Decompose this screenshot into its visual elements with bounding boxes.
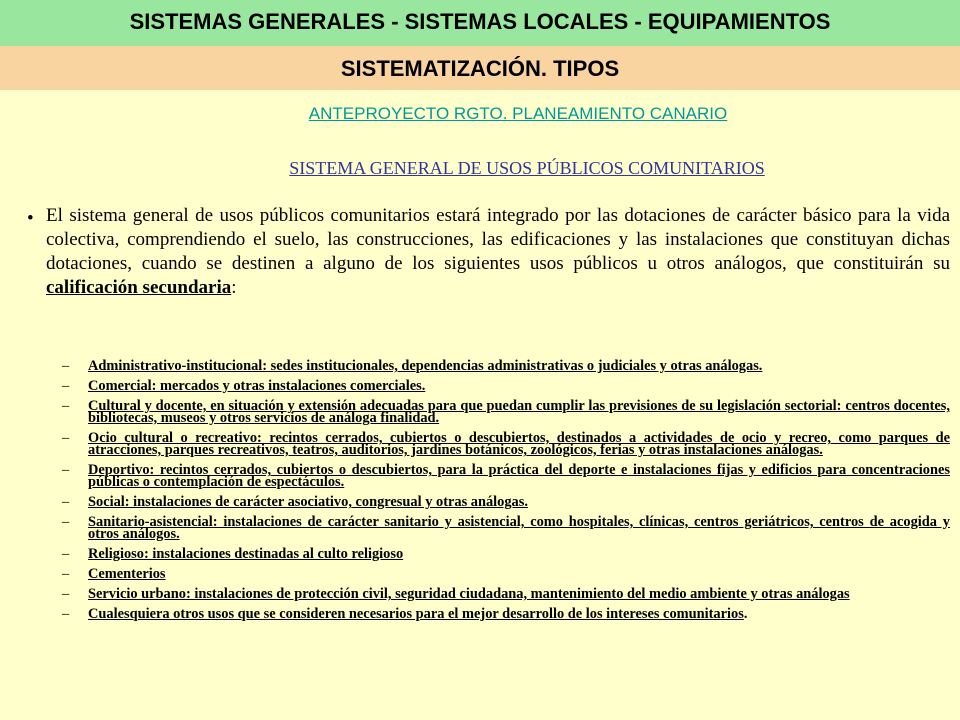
list-item: [62, 360, 950, 372]
list-item-text: Ocio cultural o recreativo: recintos cerrados, cubiertos o descubiertos, destinados a actividades de ocio y recreo, como parques de atracciones, parques recreativos, teatros, auditorios, jardines botánicos, zoológicos, ferias y otras instalaciones análogas.: [88, 430, 950, 458]
list-item: [62, 380, 950, 392]
list-item: [62, 588, 950, 600]
dash-icon: –: [62, 566, 70, 582]
section-subheading: SISTEMA GENERAL DE USOS PÚBLICOS COMUNITARIOS: [289, 158, 765, 178]
list-item-text: Servicio urbano: instalaciones de protección civil, seguridad ciudadana, mantenimiento del medio ambiente y otras análogas: [88, 586, 850, 602]
intro-text: El sistema general de usos públicos comunitarios estará integrado por las dotaciones de carácter básico para la vida colectiva, comprendiendo el suelo, las construcciones, las edificaciones y las instalaciones que constituyan dichas dotaciones, cuando se destinen a alguno de los siguientes usos públicos u otros análogos, que constituirán su: [46, 205, 950, 274]
list-item: [62, 464, 950, 488]
list-item-end: .: [743, 606, 748, 622]
list-item: [62, 568, 950, 580]
dash-icon: –: [62, 514, 70, 530]
main-title-bar: [0, 0, 960, 46]
list-item-text: Cultural y docente, en situación y extensión adecuadas para que puedan cumplir las previsiones de su legislación sectorial: centros docentes, bibliotecas, museos y otros servicios de análoga finalidad.: [88, 398, 950, 426]
list-item: [62, 496, 950, 508]
list-item-text: Social: instalaciones de carácter asociativo, congresual y otras análogas.: [88, 494, 528, 510]
list-item-text: Religioso: instalaciones destinadas al culto religioso: [88, 546, 404, 562]
dash-icon: –: [62, 586, 70, 602]
list-item-text: Comercial: mercados y otras instalaciones comerciales.: [88, 378, 426, 394]
intro-paragraph: [46, 204, 950, 300]
dash-icon: –: [62, 606, 70, 622]
intro-end: :: [231, 277, 237, 298]
list-item: [62, 432, 950, 456]
list-item-text: Cualesquiera otros usos que se consideren necesarios para el mejor desarrollo de los intereses comunitarios: [88, 606, 744, 622]
dash-icon: –: [62, 546, 70, 562]
list-item-text: Cementerios: [88, 566, 166, 582]
dash-icon: –: [62, 494, 70, 510]
dash-icon: –: [62, 398, 70, 414]
list-item: [62, 516, 950, 540]
intro-keyword: calificación secundaria: [46, 277, 232, 298]
main-title: SISTEMAS GENERALES - SISTEMAS LOCALES - EQUIPAMIENTOS: [129, 9, 831, 34]
list-item-text: Deportivo: recintos cerrados, cubiertos o descubiertos, para la práctica del deporte e instalaciones fijas y edificios para concentraciones públicas o contemplación de espectáculos.: [88, 462, 950, 490]
list-item: [62, 400, 950, 424]
dash-icon: –: [62, 462, 70, 478]
subtitle: SISTEMATIZACIÓN. TIPOS: [340, 56, 620, 81]
uses-list: [62, 360, 950, 628]
list-item-text: Administrativo-institucional: sedes institucionales, dependencias administrativas o judiciales y otras análogas.: [88, 358, 763, 374]
dash-icon: –: [62, 430, 70, 446]
dash-icon: –: [62, 378, 70, 394]
list-item-text: Sanitario-asistencial: instalaciones de carácter sanitario y asistencial, como hospitales, clínicas, centros geriátricos, centros de acogida y otros análogos.: [88, 514, 950, 542]
section-heading: ANTEPROYECTO RGTO. PLANEAMIENTO CANARIO: [308, 104, 728, 123]
list-item: [62, 608, 950, 620]
list-item: [62, 548, 950, 560]
subtitle-bar: [0, 46, 960, 90]
bullet-icon: •: [27, 208, 34, 229]
dash-icon: –: [62, 358, 70, 374]
